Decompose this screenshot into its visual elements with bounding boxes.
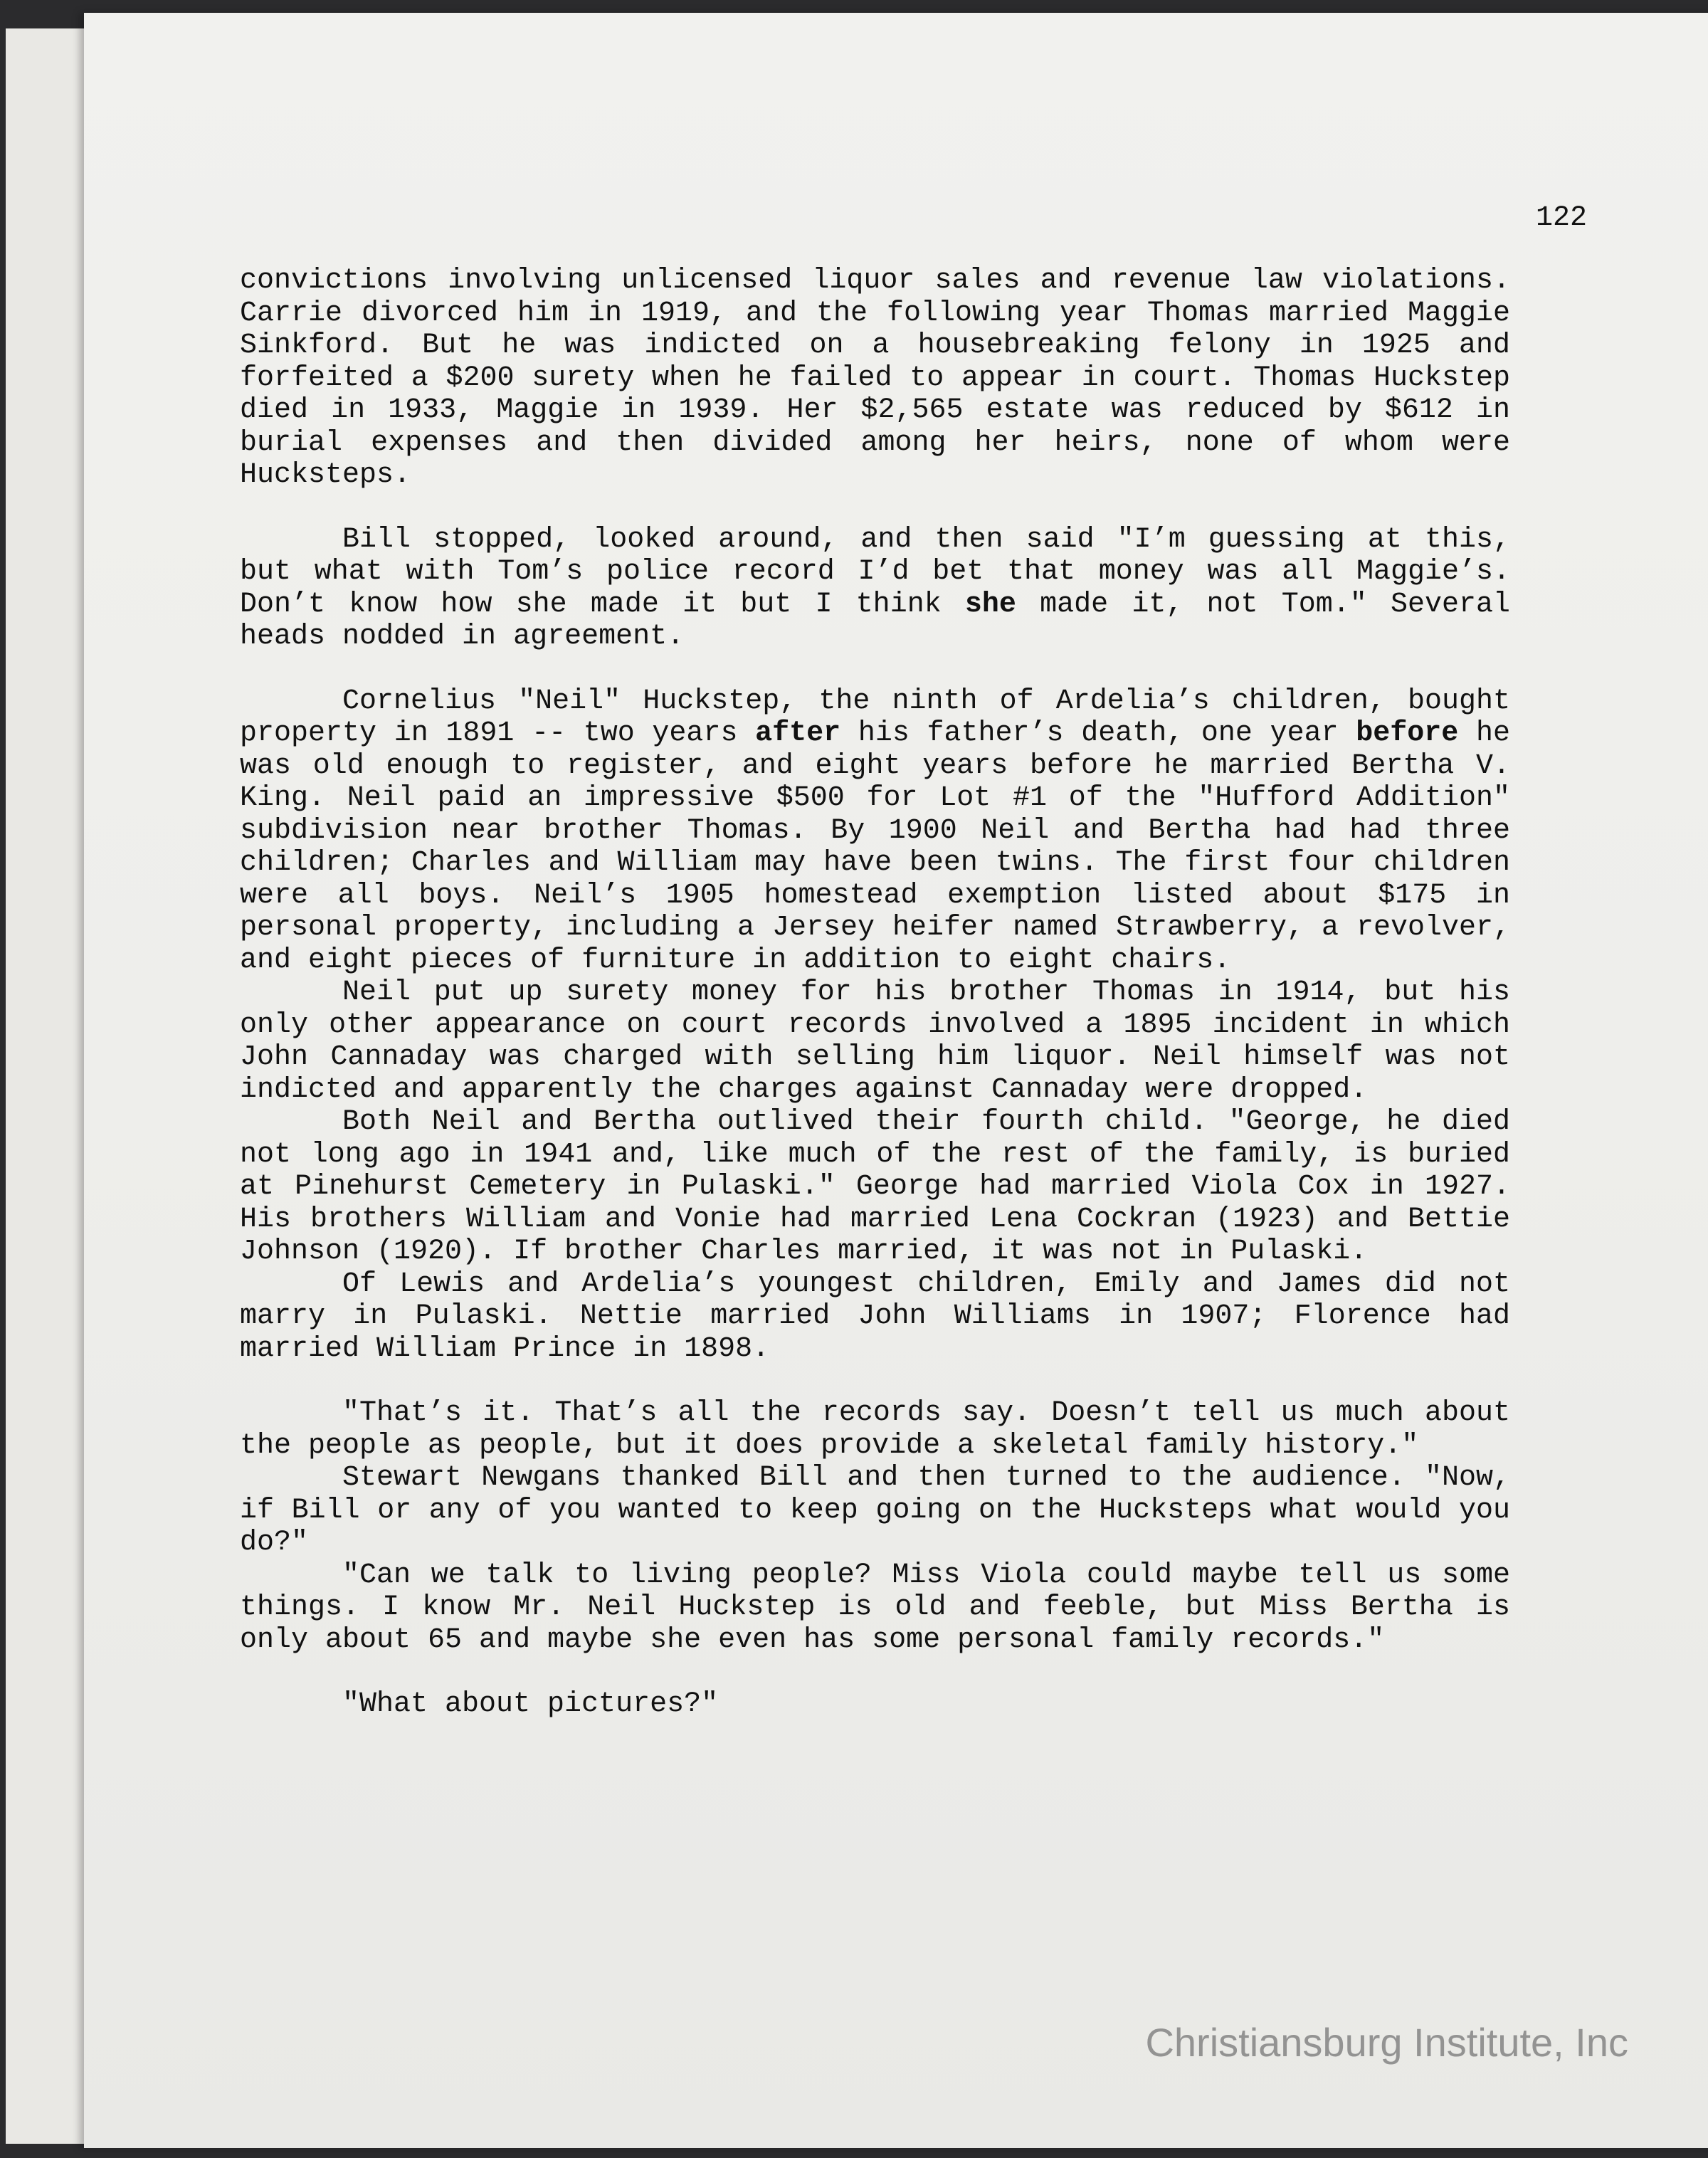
bold-emphasis: she bbox=[964, 588, 1016, 621]
paragraph bbox=[240, 1688, 1510, 1721]
paragraph bbox=[240, 265, 1510, 492]
bold-emphasis: before bbox=[1356, 717, 1459, 749]
paragraph bbox=[240, 524, 1510, 653]
paragraph bbox=[240, 685, 1510, 977]
watermark-text: Christiansburg Institute, Inc bbox=[1145, 2020, 1628, 2065]
body-text bbox=[240, 265, 1510, 1721]
text-run: Cornelius "Neil" Huckstep, the ninth of Ardelia’s children, bought property in 1891 -- two years bbox=[240, 685, 1510, 749]
text-run: he was old enough to register, and eight years before he married Bertha V. King. Neil paid an impressive $500 for Lot #1 of the "Hufford Addition" subdivision near brother Thomas. By 1900 Neil and Bertha had had three children; Charles and William may have been twins. The first four children were all boys. Neil’s 1905 homestead exemption listed about $175 in personal property, including a Jersey heifer named Strawberry, a revolver, and eight pieces of furniture in addition to eight chairs. bbox=[240, 717, 1510, 977]
paragraph bbox=[240, 1397, 1510, 1462]
text-run: Stewart Newgans thanked Bill and then turned to the audience. "Now, if Bill or any of you wanted to keep going on the Hucksteps what would you do?" bbox=[240, 1462, 1510, 1559]
text-run: "What about pictures?" bbox=[342, 1688, 719, 1720]
paragraph bbox=[240, 977, 1510, 1106]
text-run: convictions involving unlicensed liquor sales and revenue law violations. Carrie divorced him in 1919, and the following year Thomas married Maggie Sinkford. But he was indicted on a housebreaking felony in 1925 and forfeited a $200 surety when he failed to appear in court. Thomas Huckstep died in 1933, Maggie in 1939. Her $2,565 estate was reduced by $612 in burial expenses and then divided among her heirs, none of whom were Hucksteps. bbox=[240, 265, 1510, 491]
text-run: Of Lewis and Ardelia’s youngest children, Emily and James did not marry in Pulaski. Nettie married John Williams in 1907; Florence had married William Prince in 1898. bbox=[240, 1268, 1510, 1365]
paragraph bbox=[240, 1106, 1510, 1268]
text-run: "Can we talk to living people? Miss Viola could maybe tell us some things. I know Mr. Neil Huckstep is old and feeble, but Miss Bertha is only about 65 and maybe she even has some personal family records." bbox=[240, 1559, 1510, 1656]
paragraph bbox=[240, 1268, 1510, 1366]
text-run: Bill stopped, looked around, and then said "I’m guessing at this, but what with Tom’s police record I’d bet that money was all Maggie’s. Don’t know how she made it but I think bbox=[240, 523, 1510, 621]
text-run: Both Neil and Bertha outlived their fourth child. "George, he died not long ago in 1941 and, like much of the rest of the family, is buried at Pinehurst Cemetery in Pulaski." George had married Viola Cox in 1927. His brothers William and Vonie had married Lena Cockran (1923) and Bettie Johnson (1920). If brother Charles married, it was not in Pulaski. bbox=[240, 1106, 1510, 1268]
text-run: made it, not Tom." Several heads nodded in agreement. bbox=[240, 588, 1510, 653]
paragraph bbox=[240, 1559, 1510, 1657]
bold-emphasis: after bbox=[755, 717, 841, 749]
text-run: Neil put up surety money for his brother Thomas in 1914, but his only other appearance on court records involved a 1895 incident in which John Cannaday was charged with selling him liquor. Neil himself was not indicted and apparently the charges against Cannaday were dropped. bbox=[240, 977, 1510, 1106]
paragraph bbox=[240, 1462, 1510, 1559]
text-run: "That’s it. That’s all the records say. Doesn’t tell us much about the people as people, but it does provide a skeletal family history." bbox=[240, 1397, 1510, 1462]
text-run: his father’s death, one year bbox=[840, 717, 1356, 749]
page-number: 122 bbox=[1535, 202, 1587, 234]
